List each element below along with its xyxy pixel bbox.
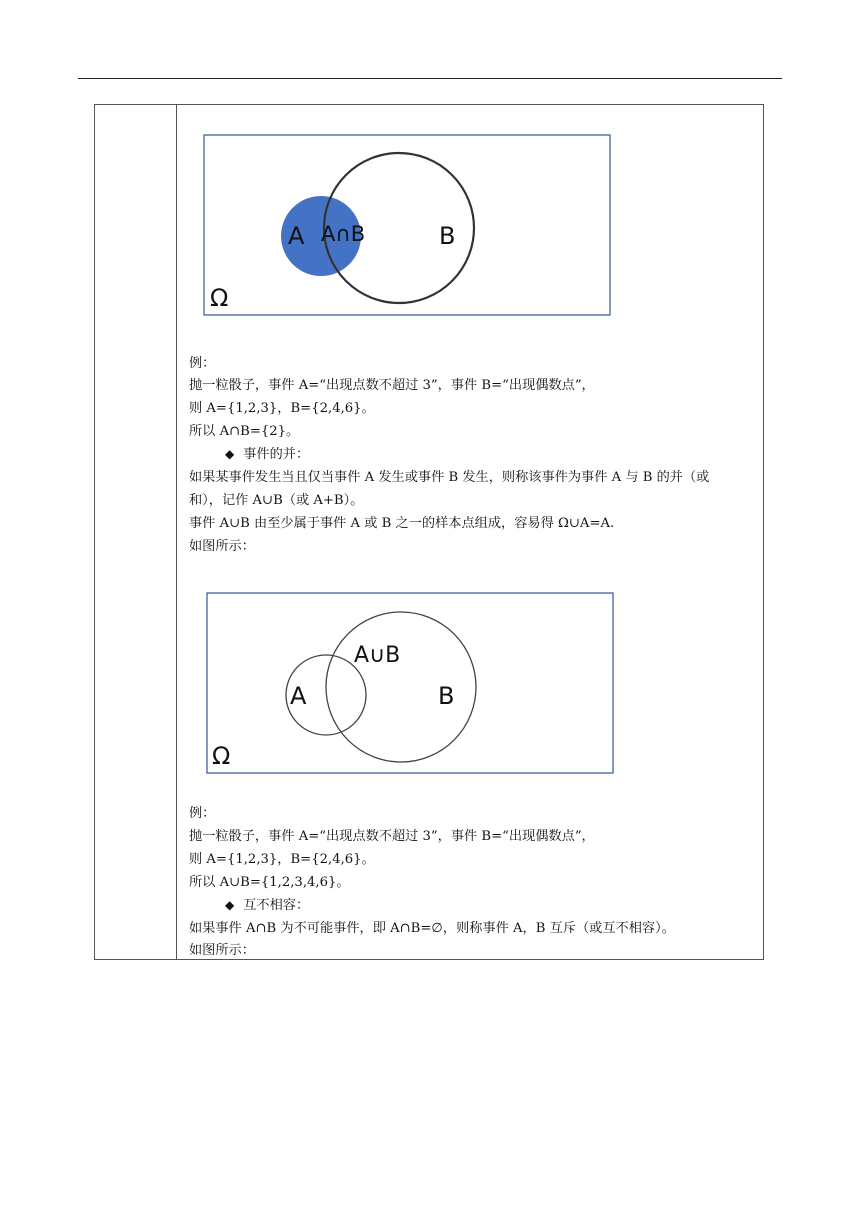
example-label: 例： [189,356,216,371]
header-rule [78,78,782,79]
exclusive-heading [225,897,309,914]
example-sets-text: 则 A={1,2,3}，B={2,4,6}。 [189,401,375,416]
label-a-intersect-b: A∩B [321,222,366,246]
diamond-bullet-icon: ◆ [225,898,235,912]
example-result-text: 所以 A∪B={1,2,3,4,6}。 [189,875,350,890]
left-column-cell [95,105,177,959]
label-b: B [438,682,455,710]
label-omega: Ω [212,742,231,770]
label-a-union-b: A∪B [354,643,401,668]
see-figure-text: 如图所示： [189,943,255,958]
diamond-bullet-icon: ◆ [225,447,235,461]
example-die-text: 抛一粒骰子，事件 A=“出现点数不超过 3”，事件 B=“出现偶数点”， [189,378,595,393]
union-venn-diagram [206,592,614,776]
union-heading-text: 事件的并： [243,447,310,462]
label-a: A [288,222,305,250]
label-a: A [290,682,307,710]
union-definition-line-1: 如果某事件发生当且仅当事件 A 发生或事件 B 发生，则称该事件为事件 A 与 B 的并（或 [189,470,710,485]
example-die-text: 抛一粒骰子，事件 A=“出现点数不超过 3”，事件 B=“出现偶数点”， [189,829,595,844]
sample-space-frame [204,135,610,315]
see-figure-text: 如图所示： [189,539,255,554]
sample-space-frame [207,593,613,773]
label-omega: Ω [210,284,229,312]
intersection-venn-diagram [203,134,611,318]
exclusive-heading-text: 互不相容： [243,898,310,913]
example-label: 例： [189,806,216,821]
exclusive-definition: 如果事件 A∩B 为不可能事件，即 A∩B=∅，则称事件 A，B 互斥（或互不相容）。 [189,921,675,936]
label-b: B [439,222,456,250]
union-description: 事件 A∪B 由至少属于事件 A 或 B 之一的样本点组成，容易得 Ω∪A=A. [189,516,615,531]
union-heading [225,446,309,463]
example-result-text: 所以 A∩B={2}。 [189,424,300,439]
union-definition-line-2: 和），记作 A∪B（或 A+B）。 [189,493,364,508]
content-table [94,104,764,960]
example-sets-text: 则 A={1,2,3}，B={2,4,6}。 [189,852,375,867]
